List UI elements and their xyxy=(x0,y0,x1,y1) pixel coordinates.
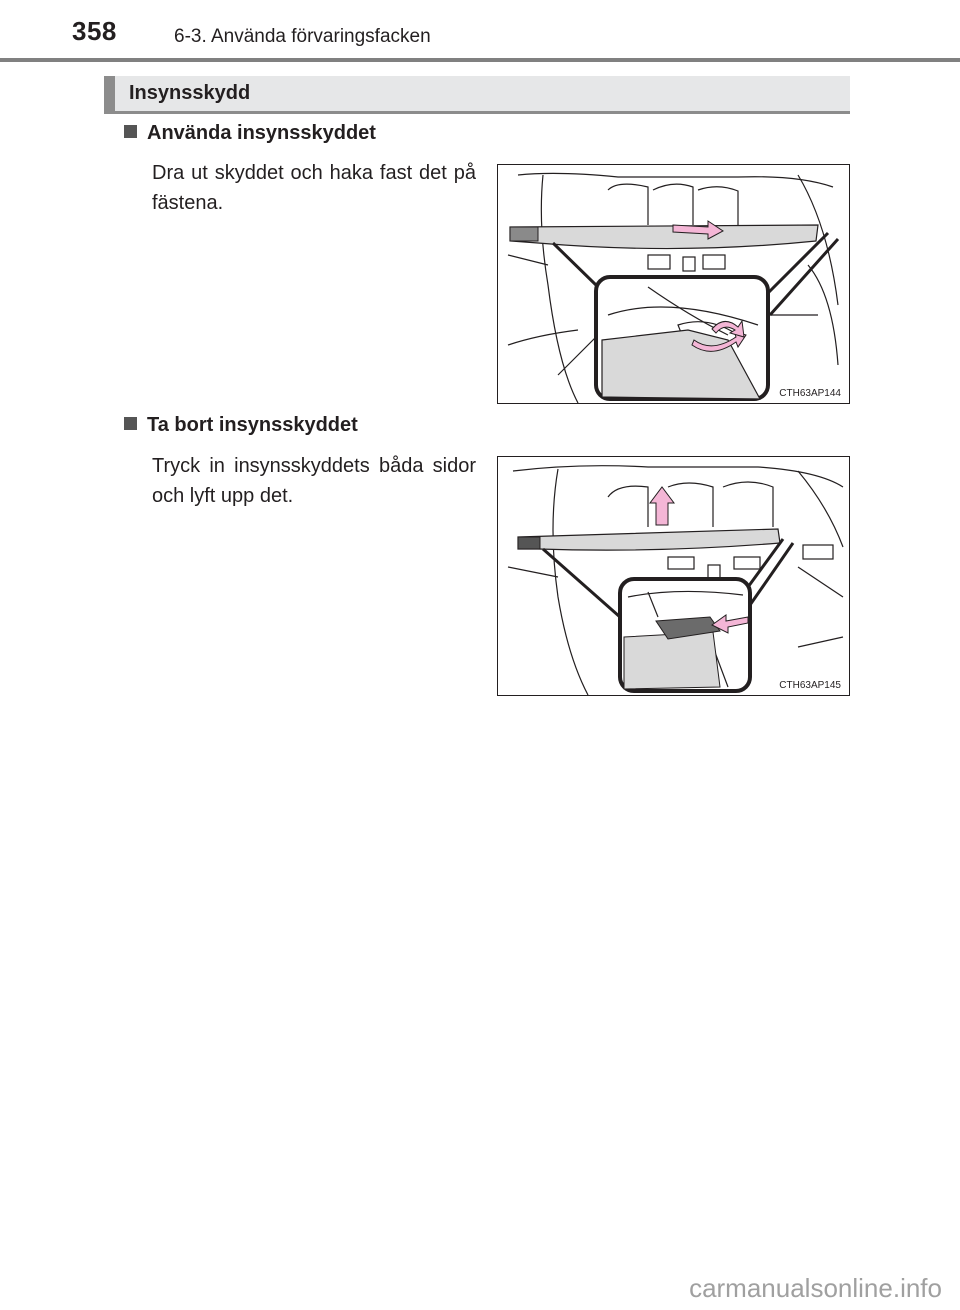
figure-code: CTH63AP145 xyxy=(779,680,841,691)
instruction-text: Tryck in insynsskyddets båda sidor och lyft upp det. xyxy=(152,455,476,507)
watermark[interactable]: carmanualsonline.info xyxy=(689,1273,942,1303)
square-bullet-icon xyxy=(124,417,137,430)
figure-code: CTH63AP144 xyxy=(779,388,841,399)
instruction-text: Dra ut skyddet och haka fast det på fästena. xyxy=(152,162,476,214)
subheading-use-cover xyxy=(124,122,376,145)
header-rule xyxy=(0,58,960,62)
section-header xyxy=(104,76,850,111)
subheading-label: Använda insynsskyddet xyxy=(147,122,376,144)
subheading-remove-cover xyxy=(124,414,358,437)
chapter-title: 6-3. Använda förvaringsfacken xyxy=(174,26,431,47)
illustration-remove-cover xyxy=(497,456,850,696)
section-underline xyxy=(104,111,850,114)
page-number: 358 xyxy=(72,16,117,46)
square-bullet-icon xyxy=(124,125,137,138)
illustration-pull-cover xyxy=(497,164,850,404)
section-title: Insynsskydd xyxy=(129,82,251,104)
subheading-label: Ta bort insynsskyddet xyxy=(147,414,358,436)
